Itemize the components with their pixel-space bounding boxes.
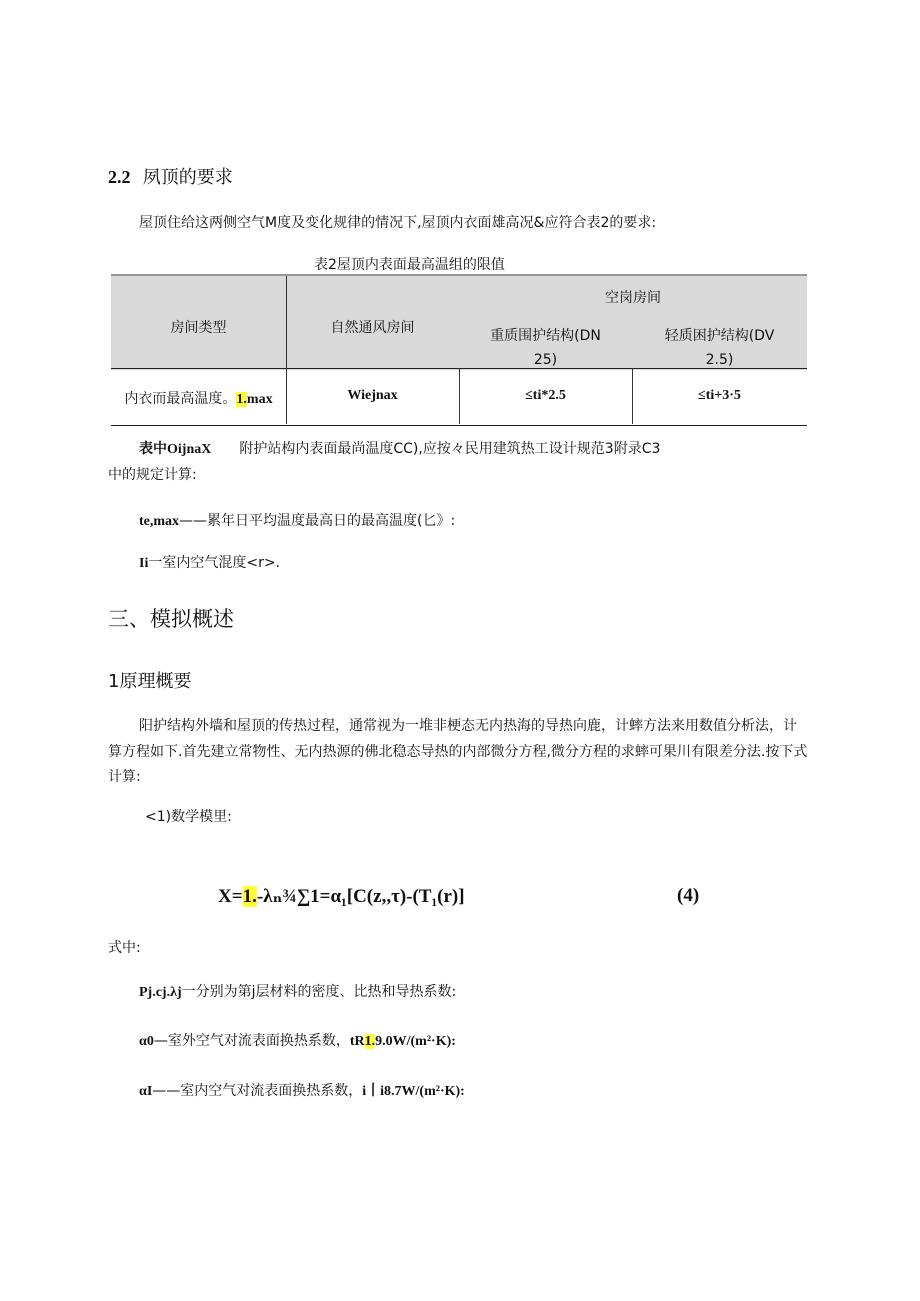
equation xyxy=(218,885,465,908)
where-label: 式中: xyxy=(108,940,141,956)
section-title: 夙顶的要求 xyxy=(142,167,233,188)
definition-symbol: α0 xyxy=(139,1034,154,1049)
definition-value: 9.0W/(m²·K): xyxy=(375,1034,456,1049)
model-label: <1)数学模里: xyxy=(145,809,232,825)
header-natural-ventilation: 自然通风房间 xyxy=(330,320,415,336)
paragraph-line: 计算: xyxy=(108,769,141,785)
equation-lhs: X= xyxy=(218,886,243,907)
chapter-title: 三、模拟概述 xyxy=(108,607,234,631)
limits-table xyxy=(111,274,807,424)
equation-number: (4) xyxy=(677,885,700,906)
row-light-value: ≤ti+3·5 xyxy=(698,388,741,403)
definition-text: 一室内空气混度<r>. xyxy=(148,555,281,571)
section-heading xyxy=(108,163,233,189)
note-symbol: 表中OijnaX xyxy=(139,442,212,457)
row-natural-value: Wiejnax xyxy=(347,388,398,403)
note-text: 附护站构内表面最尚温度CC),应按々民用建筑热工设计规范3附录C3 xyxy=(239,441,661,457)
definition-symbol: αI xyxy=(139,1084,153,1099)
header-air-conditioned: 空岗房间 xyxy=(605,290,661,306)
definition-value-prefix: tR xyxy=(349,1034,365,1049)
row-label-suffix: max xyxy=(246,392,273,407)
definition-value: i丨i8.7W/(m²·K): xyxy=(362,1084,465,1099)
section-title: 1原理概要 xyxy=(108,671,192,692)
definition-text: 一分别为第j层材料的密度、比热和导热系数: xyxy=(181,984,457,1000)
definition-value-highlight: 1. xyxy=(364,1034,376,1049)
equation-highlight: 1. xyxy=(242,886,257,907)
header-light-structure xyxy=(632,324,807,372)
header-heavy-line1: 重质围护结构(DN xyxy=(490,328,601,344)
header-heavy-structure xyxy=(459,324,632,372)
table-caption: 表2屋顶内表面最高温组的限值 xyxy=(314,257,505,273)
equation-rest: -λₙ¾∑1=α₁[C(z,,τ)-(T₁(r)] xyxy=(256,886,465,907)
section-number: 2.2 xyxy=(108,167,131,187)
definition-symbol: te,max xyxy=(139,514,180,529)
paragraph-line: 阳护结构外墙和屋顶的传热过程，通常视为一堆非梗态无内热海的导热向鹿，计蟀方法来用数值分析法，计 xyxy=(139,718,797,734)
definition-text: —室外空气对流表面换热系数， xyxy=(153,1033,350,1049)
definition-text: ——累年日平均温度最高日的最高温度(匕》: xyxy=(179,513,456,529)
definition-alpha0 xyxy=(139,1030,456,1050)
header-heavy-line2: 25) xyxy=(533,352,558,368)
header-light-line1: 轻质困护结构(DV xyxy=(664,328,775,344)
row-label xyxy=(111,388,286,408)
paragraph-line: 算方程如下.首先建立常物性、无内热源的佛北稳态导热的内部微分方程,微分方程的求蟀可果川有限差分法.按下式 xyxy=(108,744,808,760)
table-note-line2: 中的规定计算: xyxy=(108,467,197,483)
definition-alpha1 xyxy=(139,1080,465,1100)
definition-te xyxy=(139,510,455,530)
header-light-line2: 2.5) xyxy=(705,352,734,368)
definition-symbol: Ii xyxy=(139,556,149,571)
table-note xyxy=(139,438,660,458)
definition-text: ——室内空气对流表面换热系数， xyxy=(152,1083,363,1099)
row-heavy-value: ≤ti*2.5 xyxy=(525,388,566,403)
header-room-type: 房间类型 xyxy=(170,320,227,336)
definition-rho xyxy=(139,981,456,1001)
definition-symbol: Pj.cj.λj xyxy=(139,985,182,1000)
row-label-highlight: 1. xyxy=(236,392,247,407)
row-label-text: 内衣而最高温度。 xyxy=(124,391,237,407)
intro-paragraph: 屋顶住给这两侧空气M度及变化规律的情况下,屋顶内衣面雄高况&应符合表2的要求: xyxy=(139,215,657,231)
definition-ti xyxy=(139,552,280,572)
